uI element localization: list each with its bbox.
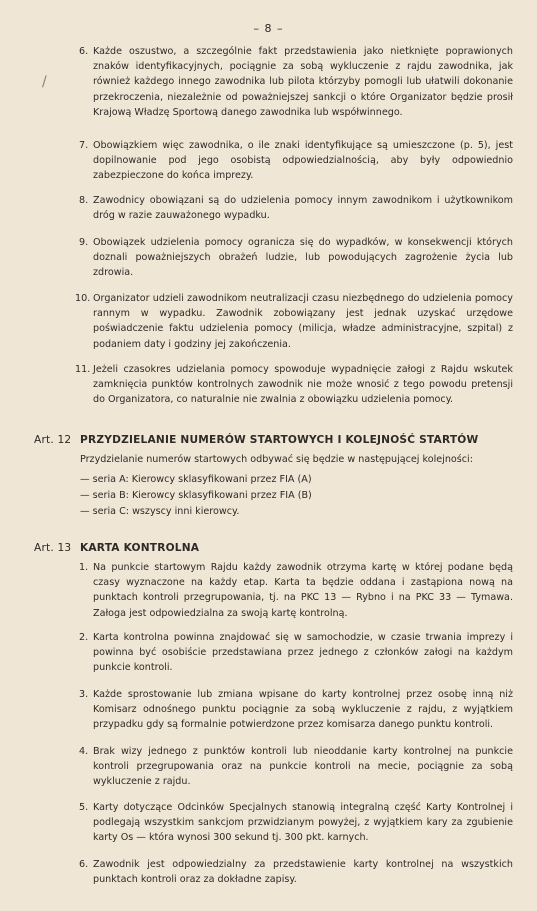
paragraph-number: 6. xyxy=(79,859,89,870)
article-title: PRZYDZIELANIE NUMERÓW STARTOWYCH I KOLEJNOŚĆ STARTÓW xyxy=(80,434,479,446)
list-item: — seria C: wszyscy inni kierowcy. xyxy=(80,506,240,517)
article-13-heading xyxy=(34,542,514,558)
paragraph-10 xyxy=(75,291,513,352)
page-number: – 8 – xyxy=(253,22,284,35)
paragraph-number: 5. xyxy=(79,802,89,813)
paragraph-number: 2. xyxy=(79,632,89,643)
paragraph-9 xyxy=(79,235,513,281)
article-13-paragraph-1 xyxy=(79,560,513,621)
paragraph-number: 7. xyxy=(79,140,89,151)
paragraph-text: Każde oszustwo, a szczególnie fakt przedstawienia jako nietknięte poprawionych znaków identyfikacyjnych, pociągnie za sobą wykluczenie z rajdu zawodnika, jak również każdego innego zawodnika lub pilota którzyby pomogli lub ułatwili dokonanie przekroczenia, niezależnie od poważniejszej sankcji o które Organizator będzie prosił Krajową Władzę Sportową danego zawodnika lub współwinnego. xyxy=(93,46,513,118)
paragraph-text: Organizator udzieli zawodnikom neutralizacji czasu niezbędnego do udzielenia pomocy rannym w wypadku. Zawodnik zobowiązany jest jednak uzyskać urzędowe poświadczenie faktu udzielenia pomocy (milicja, władze administracyjne, szpital) z podaniem daty i godziny jej zakończenia. xyxy=(93,293,513,350)
paragraph-text: Zawodnicy obowiązani są do udzielenia pomocy innym zawodnikom i użytkownikom dróg w razie zauważonego wypadku. xyxy=(93,195,513,222)
paragraph-8 xyxy=(79,193,513,223)
article-13-paragraph-4 xyxy=(79,744,513,790)
article-12-intro: Przydzielanie numerów startowych odbywać się będzie w następującej kolejności: xyxy=(80,454,473,465)
paragraph-number: 3. xyxy=(79,689,89,700)
paragraph-number: 10. xyxy=(75,293,91,304)
list-item: — seria A: Kierowcy sklasyfikowani przez FIA (A) xyxy=(80,474,312,485)
paragraph-text: Zawodnik jest odpowiedzialny za przedstawienie karty kontrolnej na wszystkich punktach kontroli oraz za dokładne zapisy. xyxy=(93,859,513,886)
article-12-heading xyxy=(34,434,514,450)
paragraph-number: 9. xyxy=(79,237,89,248)
paragraph-number: 11. xyxy=(75,364,91,375)
paragraph-text: Na punkcie startowym Rajdu każdy zawodnik otrzyma kartę w której podane będą czasy wyznaczone na każdy etap. Karta ta będzie oddana i zastąpiona nową na punktach kontroli przegrupowania, tj. na PKC 13 — Rybno i na PKC 33 — Tymawa. Załoga jest odpowiedzialna za swoją kartę kontrolną. xyxy=(93,562,513,619)
paragraph-number: 4. xyxy=(79,746,89,757)
list-item: — seria B: Kierowcy sklasyfikowani przez FIA (B) xyxy=(80,490,312,501)
paragraph-text: Obowiązek udzielenia pomocy ogranicza się do wypadków, w konsekwencji których doznali poważniejszych obrażeń ludzie, lub powodujących zagrożenie życia lub zdrowia. xyxy=(93,237,513,279)
article-13-paragraph-2 xyxy=(79,630,513,676)
paragraph-text: Karta kontrolna powinna znajdować się w samochodzie, w czasie trwania imprezy i powinna być osobiście przedstawiana przez jednego z członków załogi na każdym punkcie kontroli. xyxy=(93,632,513,674)
paragraph-text: Jeżeli czasokres udzielania pomocy spowoduje wypadnięcie załogi z Rajdu wskutek zamknięcia punktów kontrolnych zawodnik nie może wnosić z tego powodu pretensji do Organizatora, co naturalnie nie zwalnia z obowiązku udzielenia pomocy. xyxy=(93,364,513,406)
paragraph-text: Brak wizy jednego z punktów kontroli lub nieoddanie karty kontrolnej na punkcie kontroli przegrupowania oraz na punkcie kontroli na mecie, pociągnie za sobą wykluczenie z rajdu. xyxy=(93,746,513,788)
paragraph-6 xyxy=(79,44,513,120)
margin-mark: / xyxy=(42,74,47,90)
article-13-paragraph-3 xyxy=(79,687,513,733)
article-label: Art. 12 xyxy=(34,434,72,446)
paragraph-text: Karty dotyczące Odcinków Specjalnych stanowią integralną część Karty Kontrolnej i podlegają wszystkim sankcjom przwidzianym powyżej, z wyjątkiem kary za zgubienie karty Os — która wynosi 300 sekund tj. 300 pkt. karnych. xyxy=(93,802,513,844)
paragraph-text: Każde sprostowanie lub zmiana wpisane do karty kontrolnej przez osobę inną niż Komisarz odnośnego punktu pociągnie za sobą wykluczenie z rajdu, z wyjątkiem przypadku gdy są formalnie potwierdzone przez komisarza danego punktu kontroli. xyxy=(93,689,513,731)
paragraph-7 xyxy=(79,138,513,184)
article-13-paragraph-6 xyxy=(79,857,513,887)
paragraph-number: 6. xyxy=(79,46,89,57)
paragraph-11 xyxy=(75,362,513,408)
paragraph-text: Obowiązkiem więc zawodnika, o ile znaki identyfikujące są umieszczone (p. 5), jest dopilnowanie pod jego osobistą odpowiedzialnością, aby były odpowiednio zabezpieczone do końca imprezy. xyxy=(93,140,513,182)
paragraph-number: 8. xyxy=(79,195,89,206)
article-label: Art. 13 xyxy=(34,542,72,554)
article-title: KARTA KONTROLNA xyxy=(80,542,200,554)
paragraph-number: 1. xyxy=(79,562,89,573)
article-13-paragraph-5 xyxy=(79,800,513,846)
